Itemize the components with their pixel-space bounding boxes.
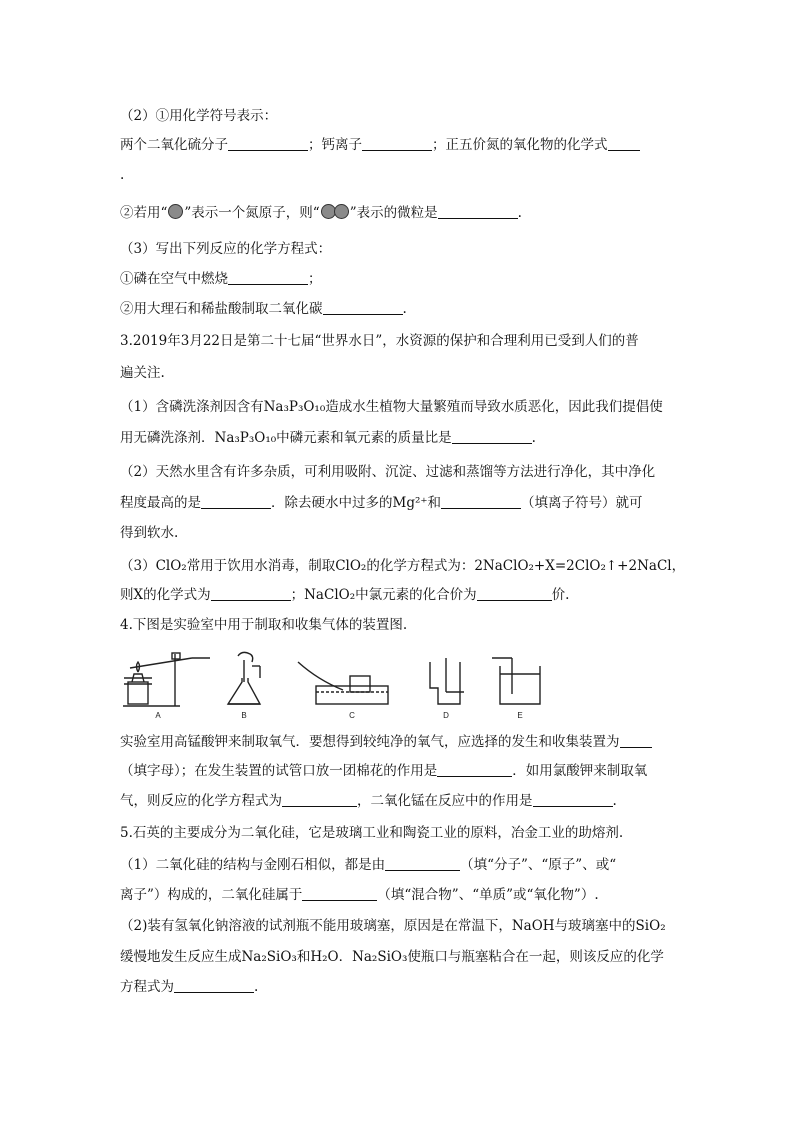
text: （填离子符号）就可: [521, 495, 643, 511]
text: .: [402, 301, 407, 317]
text: .: [517, 205, 522, 221]
text: 5.石英的主要成分为二氧化硅，它是玻璃工业和陶瓷工业的原料，冶金工业的助熔剂.: [120, 825, 624, 841]
text: ①磷在空气中燃烧: [120, 271, 228, 287]
text: （2)装有氢氧化钠溶液的试剂瓶不能用玻璃塞，原因是在常温下，NaOH与玻璃塞中的SiO₂: [120, 918, 666, 934]
answer-blank[interactable]: [438, 204, 518, 219]
answer-blank[interactable]: [385, 856, 460, 871]
apparatus-d-icon: [430, 658, 464, 704]
text: （3）写出下列反应的化学方程式：: [120, 241, 332, 257]
answer-blank[interactable]: [228, 136, 308, 151]
question-5-stem: [120, 824, 623, 842]
text: 程度最高的是: [120, 495, 201, 511]
text: 造成水生植物大量繁殖而导致水质恶化，因此我们提倡使: [325, 399, 663, 415]
formula: Mg²⁺: [392, 495, 428, 511]
answer-blank[interactable]: [452, 429, 532, 444]
question-4-stem: [120, 616, 407, 634]
answer-blank[interactable]: [620, 733, 652, 748]
q5-1-line-2: [120, 886, 599, 904]
formula: Na₃P₃O₁₀: [214, 430, 277, 446]
text: 价.: [551, 587, 570, 603]
apparatus-a-icon: [123, 653, 210, 706]
answer-blank[interactable]: [441, 494, 521, 509]
answer-blank[interactable]: [437, 762, 512, 777]
apparatus-b-icon: [228, 652, 260, 704]
q4-line: [120, 733, 652, 751]
q5-2-line-3: [120, 978, 258, 996]
q2-line-period: [120, 166, 124, 184]
text: 和: [427, 495, 442, 511]
question-3-stem: [120, 332, 639, 350]
text: （填“混合物”、“单质”或“氧化物”）.: [377, 887, 599, 903]
text: .: [120, 167, 125, 183]
text: 方程式为: [120, 979, 174, 995]
text: 用无磷洗涤剂．: [120, 430, 215, 446]
text: ”表示一个氮原子，则“: [184, 205, 320, 221]
text: ，二氧化锰在反应中的作用是: [357, 793, 533, 809]
nitrogen-atom-icon: [334, 204, 349, 219]
answer-blank[interactable]: [211, 586, 291, 601]
q3-1-line: [120, 398, 663, 416]
q3-3-line-2: [120, 586, 569, 604]
q3-2-line: [120, 463, 655, 481]
text: （1）二氧化硅的结构与金刚石相似，都是由: [120, 857, 386, 873]
text: 4.下图是实验室中用于制取和收集气体的装置图.: [120, 617, 408, 633]
text: 遍关注.: [120, 365, 165, 381]
text: 离子”）构成的，二氧化硅属于: [120, 887, 303, 903]
text: ．除去硬水中过多的: [271, 495, 393, 511]
text: 中磷元素和氧元素的质量比是: [276, 430, 452, 446]
text: 则X的化学式为: [120, 587, 211, 603]
nitrogen-atom-icon: [168, 204, 183, 219]
question-3-stem-cont: [120, 364, 165, 382]
text: ；NaClO₂中氯元素的化合价为: [290, 587, 477, 603]
apparatus-figure: [120, 648, 560, 720]
answer-blank[interactable]: [323, 300, 403, 315]
q5-2-line-2: [120, 948, 664, 966]
q3-2-line-2: [120, 494, 643, 512]
figure-label-d: D: [443, 711, 449, 720]
text: 3.2019年3月22日是第二十七届“世界水日”，水资源的保护和合理利用已受到人们的普: [120, 333, 639, 349]
text: （3）ClO₂常用于饮用水消毒，制取ClO₂的化学方程式为：2NaClO₂+X=2ClO₂↑+2NaCl，: [120, 558, 686, 574]
text: ②若用“: [120, 205, 168, 221]
q2-atom-line: [120, 204, 522, 222]
text: （1）含磷洗涤剂因含有: [120, 399, 264, 415]
figure-label-c: C: [349, 711, 355, 720]
apparatus-c-icon: [298, 662, 388, 704]
text: .: [612, 793, 617, 809]
text: （填字母）；在发生装置的试管口放一团棉花的作用是: [120, 763, 438, 779]
answer-blank[interactable]: [302, 886, 377, 901]
text: .: [254, 979, 259, 995]
answer-blank[interactable]: [362, 136, 432, 151]
answer-blank[interactable]: [174, 978, 254, 993]
answer-blank[interactable]: [533, 792, 613, 807]
q2-line-symbols: [120, 136, 640, 154]
q5-2-line: [120, 917, 666, 935]
text: 缓慢地发生反应生成Na₂SiO₃和H₂O．Na₂SiO₃使瓶口与瓶塞粘合在一起，则该反应的化学: [120, 949, 664, 965]
formula: Na₃P₃O₁₀: [263, 399, 326, 415]
answer-blank[interactable]: [477, 586, 552, 601]
answer-blank[interactable]: [608, 136, 640, 151]
figure-label-a: A: [155, 711, 161, 720]
text: （填“分子”、“原子”、或“: [460, 857, 617, 873]
q3-heading: [120, 240, 331, 258]
text: ．如用氯酸钾来制取氧: [512, 763, 648, 779]
figure-label-b: B: [241, 711, 247, 720]
text: ②用大理石和稀盐酸制取二氧化碳: [120, 301, 323, 317]
q3-item-2: [120, 300, 407, 318]
text: ；正五价氮的氧化物的化学式: [432, 137, 608, 153]
text: ；: [308, 271, 322, 287]
q3-item-1: [120, 270, 322, 288]
q3-2-line-3: [120, 524, 178, 542]
q4-line-2: [120, 762, 647, 780]
figure-label-e: E: [517, 711, 523, 720]
q4-line-3: [120, 792, 617, 810]
text: 气，则反应的化学方程式为: [120, 793, 282, 809]
text: 得到软水.: [120, 525, 179, 541]
q2-heading: [120, 107, 277, 125]
text: ”表示的微粒是: [349, 205, 438, 221]
text: ；钙离子: [308, 137, 362, 153]
text: 两个二氧化硫分子: [120, 137, 228, 153]
answer-blank[interactable]: [228, 270, 308, 285]
text: （2）①用化学符号表示：: [120, 108, 278, 124]
text: .: [531, 430, 536, 446]
answer-blank[interactable]: [282, 792, 357, 807]
apparatus-e-icon: [492, 658, 540, 704]
q3-3-line: [120, 557, 685, 575]
q5-1-line: [120, 856, 616, 874]
text: （2）天然水里含有许多杂质，可利用吸附、沉淀、过滤和蒸馏等方法进行净化，其中净化: [120, 464, 656, 480]
text: 实验室用高锰酸钾来制取氧气．要想得到较纯净的氧气，应选择的发生和收集装置为: [120, 734, 620, 750]
q3-1-line-2: [120, 429, 536, 447]
answer-blank[interactable]: [201, 494, 271, 509]
